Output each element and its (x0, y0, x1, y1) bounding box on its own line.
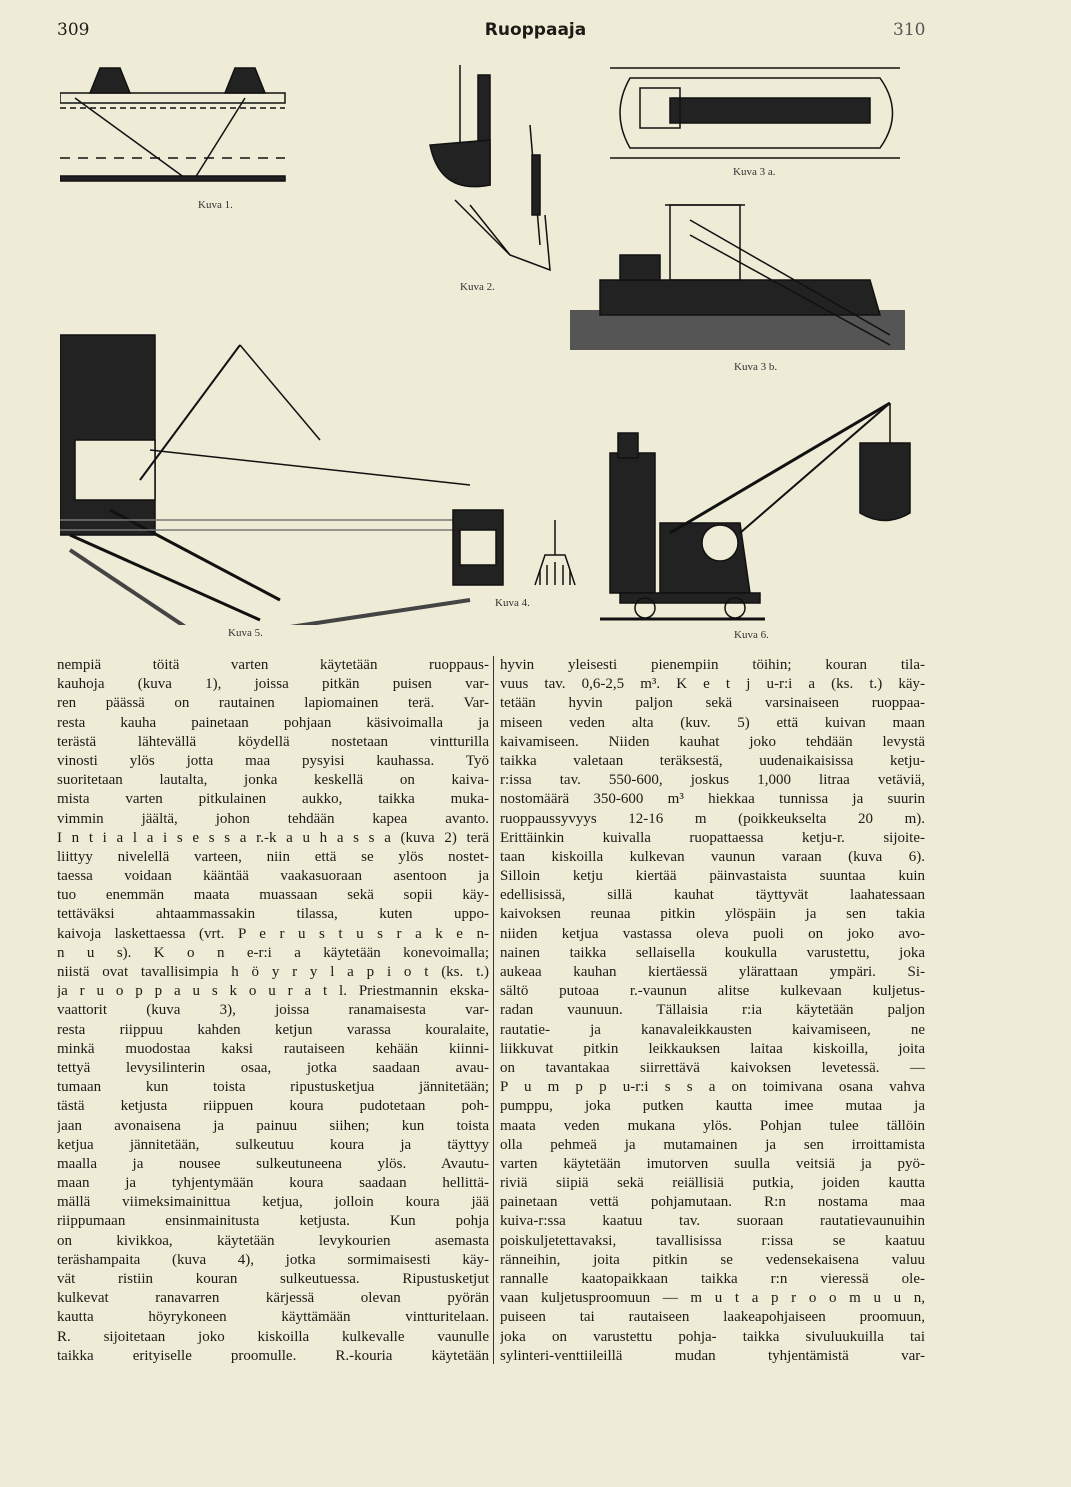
text-line: on kivikkoa, käytetään levykourien asemasta (57, 1232, 489, 1249)
figure-caption: Kuva 5. (228, 627, 263, 639)
text-line: taikka erityiselle proomulle. R.-kouria käytetään (57, 1347, 489, 1364)
text-line: painetaan vettä pohjamutaan. R:n nostama maa (500, 1194, 925, 1211)
figure-caption: Kuva 3 a. (733, 166, 776, 178)
text-line: resta riippuu kahden ketjun varassa kouralaite, (57, 1021, 489, 1038)
text-line: vaattorit (kuva 3), joissa ranamaisesta var- (57, 1002, 489, 1019)
figure-caption: Kuva 3 b. (734, 361, 778, 373)
text-line: sältö putoaa r.-vaunun alitse kulkevaan kuljetus- (500, 983, 925, 1000)
page-title: Ruoppaaja (484, 20, 587, 40)
text-line: kulkevat ranavarren kärjessä olevan pyörän (57, 1290, 489, 1307)
text-line: R. sijoitetaan joko kiskoilla kulkevalle vaunulle (57, 1328, 489, 1345)
text-line: tettäväksi ahtaammassakin tilassa, kuten uppo- (57, 906, 489, 923)
text-line: n u s). K o n e-r:i a käytetään konevoimalla; (57, 944, 489, 961)
text-line: ketjua jännitetään, sulkeutuu koura ja täyttyy (57, 1136, 489, 1153)
text-line: nostomäärä 350-600 m³ hiekkaa tunnissa ja suurin (500, 791, 925, 808)
text-line: tästä ketjusta riippuen koura pudotetaan poh- (57, 1098, 489, 1115)
figure-3b-bucket-dredger (570, 195, 910, 355)
figure-4-grab-buckets (445, 500, 595, 595)
text-line: edellisissä, sillä kauhat täyttyvät laahatessaan (500, 887, 925, 904)
text-line: ränneihin, joita pitkin se vedensekaisena valuu (500, 1251, 925, 1268)
text-line: jaan avonaisena ja painuu siihen; kun toista (57, 1117, 489, 1134)
figure-6-crane-grab-wagon (600, 393, 915, 628)
text-line: rautatie- ja kanavaleikkausten kaivamiseen, ne (500, 1021, 925, 1038)
text-line: kaivoja laskettaessa (vrt. P e r u s t u s r a k e n- (57, 925, 489, 942)
text-line: mällä viimeksimainittua ketjua, jolloin koura jää (57, 1194, 489, 1211)
text-line: resta kauha painetaan pohjaan käsivoimalla ja (57, 714, 489, 731)
figure-caption: Kuva 2. (460, 281, 495, 293)
text-line: on tavantakaa siirrettävä kaivoksen levetessä. — (500, 1059, 925, 1076)
text-line: maata veden mukana ylös. Pohjan tulee tällöin (500, 1117, 925, 1134)
text-line: mista varten pitkulainen aukko, taikka muka- (57, 791, 489, 808)
figure-2-indian-scoop (420, 55, 565, 275)
text-line: niistä ovat tavallisimpia h ö y r y l a p i o t (ks. t.) (57, 964, 489, 980)
text-line: minkä muodostaa kaksi rautaiseen kehään kiinni- (57, 1040, 489, 1057)
text-line: kauhoja (kuva 1), joissa pitkän puisen var- (57, 676, 489, 693)
text-line: varten käytetään imutorven suulla veitsiä ja pyö- (500, 1155, 925, 1172)
figure-caption: Kuva 6. (734, 629, 769, 641)
page-number-left: 309 (57, 20, 90, 40)
text-line: tetään hyvin paljon sekä varsinaiseen ruoppaa- (500, 695, 925, 712)
text-line: olla pehmeä ja mutamainen ja sen irroittamista (500, 1136, 925, 1153)
text-line: vimmin jäältä, johon tehdään kapea avanto. (57, 810, 489, 827)
text-line: miseen veden alta (kuv. 5) että kuivan maan (500, 714, 925, 731)
text-line: tumaan kun toista ripustusketjua jännitetään; (57, 1079, 489, 1096)
text-line: liittyy nivelellä varteen, niin että se ylös nostet- (57, 848, 489, 865)
text-line: ren päässä on rautainen lapiomainen terä. Var- (57, 695, 489, 712)
text-line: riippumaan ensinmainitusta ketjusta. Kun pohja (57, 1213, 489, 1230)
text-line: riviä siipiä sekä reiällisiä putkia, joiden kautta (500, 1175, 925, 1192)
text-line: pumppu, joka putken kautta imee mutaa ja (500, 1098, 925, 1115)
figure-caption: Kuva 4. (495, 597, 530, 609)
text-line: terästä lähtevällä köydellä nostetaan vintturilla (57, 733, 489, 750)
text-line: kaivamiseen. Niiden kauhat joko tehdään levystä (500, 733, 925, 750)
text-line: niiden ketjua vastassa oleva puoli on joko avo- (500, 925, 925, 942)
text-line: I n t i a l a i s e s s a r.-k a u h a s s a (kuva 2) terä (57, 829, 489, 846)
text-line: kuiva-r:ssa kaatuu tav. suoraan rautatievaunuihin (500, 1213, 925, 1230)
right-text-column (500, 656, 925, 1366)
text-line: vuus tav. 0,6-2,5 m³. K e t j u-r:i a (ks. t.) käy- (500, 676, 925, 693)
text-line: taessa voidaan kääntää vaakasuoraan asentoon ja (57, 868, 489, 885)
text-line: poiskuljetettavaksi, tavallisissa r:issa se kaatuu (500, 1232, 925, 1249)
figure-5-dredger-section (60, 330, 475, 625)
text-line: ja r u o p p a u s k o u r a t l. Priestmannin ekska- (57, 983, 489, 1000)
text-line: aukeaa kauhan kiertäessä ylärattaan ympäri. Si- (500, 964, 925, 980)
figure-caption: Kuva 1. (198, 199, 233, 211)
text-line: hyvin yleisesti pienempiin töihin; kouran tila- (500, 657, 925, 673)
text-line: kaivoksen reunaa pitkin ylöspäin ja sen takia (500, 906, 925, 923)
text-line: kautta höyrykoneen käyttämään vintturitelaan. (57, 1309, 489, 1326)
text-line: maalla ja nousee sulkeutuneena ylös. Avautu- (57, 1155, 489, 1172)
figure-3a-dredger-plan (610, 63, 910, 163)
text-line: tuo enemmän maata muassaan sekä sopii käy- (57, 887, 489, 904)
left-text-column (57, 656, 489, 1366)
text-line: sylinteri-venttiileillä mudan tyhjentämistä var- (500, 1347, 925, 1364)
text-line: tettyä levysilinterin osaa, jotka saadaan avau- (57, 1059, 489, 1076)
text-line: nainen taikka sellaisella koukulla varustettu, joka (500, 944, 925, 961)
text-line: vinosti ylös jotta maa pysyisi kauhassa. Työ (57, 752, 489, 769)
text-line: vaan kuljetusproomuun — m u t a p r o o m u u n, (500, 1290, 925, 1307)
text-line: suoritetaan lautalta, jonka keskellä on kaiva- (57, 772, 489, 789)
text-line: r:issa tav. 550-600, joskus 1,000 litraa vetäviä, (500, 772, 925, 789)
text-line: joka on varustettu pohja- taikka sivuluukuilla tai (500, 1328, 925, 1345)
page-number-right: 310 (893, 20, 926, 40)
text-line: rannalle kaatopaikkaan taikka r:n vieressä ole- (500, 1271, 925, 1287)
text-line: ruoppaussyvyys 12-16 m (poikkeukselta 20 m). (500, 810, 925, 827)
text-line: nempiä töitä varten käytetään ruoppaus- (57, 657, 489, 673)
text-line: maan ja tyhjentymään koura saadaan hellittä- (57, 1175, 489, 1192)
text-line: Erittäinkin kuivalla ruopattaessa ketju-r. sijoite- (500, 829, 925, 846)
figure-1-dredge-scoop (60, 58, 290, 193)
text-line: puiseen tai rautaiseen laakeapohjaiseen proomuun, (500, 1309, 925, 1326)
text-line: Silloin ketju kiertää päinvastaista suuntaa kuin (500, 868, 925, 885)
text-line: radan vaunuun. Tällaisia r:ia käytetään paljon (500, 1002, 925, 1019)
text-line: vät ristiin kouran sulkeutuessa. Ripustusketjut (57, 1271, 489, 1287)
text-line: teräshampaita (kuva 4), jotka sormimaisesti käy- (57, 1251, 489, 1268)
text-line: taikka valetaan teräksestä, uudenaikaisissa ketju- (500, 752, 925, 769)
column-divider (493, 656, 494, 1364)
text-line: P u m p p u-r:i s s a on toimivana osana vahva (500, 1079, 925, 1096)
text-line: liikkuvat pitkin leikkauksen laitaa kiskoilla, joita (500, 1040, 925, 1057)
text-line: taan kiskoilla kulkevan vaunun varaan (kuva 6). (500, 848, 925, 865)
